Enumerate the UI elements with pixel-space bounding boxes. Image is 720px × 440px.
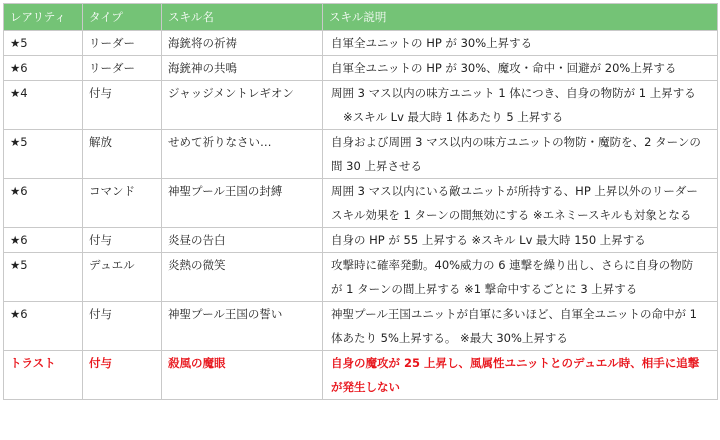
table-row-trust xyxy=(4,351,718,400)
skill-name-cell: 炎昼の告白 xyxy=(162,228,323,253)
description-line: 体あたり 5%上昇する。 ※最大 30%上昇する xyxy=(331,331,568,345)
table-row xyxy=(4,228,718,253)
header-row xyxy=(4,4,718,31)
skill-name-cell: 神聖プール王国の誓い xyxy=(162,302,323,351)
description-line: 間 30 上昇させる xyxy=(331,159,422,173)
table-row xyxy=(4,130,718,179)
rarity-cell: トラスト xyxy=(4,351,83,400)
table-row xyxy=(4,179,718,228)
description-line: 自身の HP が 55 上昇する ※スキル Lv 最大時 150 上昇する xyxy=(331,233,646,247)
header-type: タイプ xyxy=(83,4,162,31)
rarity-cell: ★6 xyxy=(4,228,83,253)
table-row xyxy=(4,56,718,81)
rarity-cell: ★4 xyxy=(4,81,83,130)
type-cell: 付与 xyxy=(83,228,162,253)
description-line: ※スキル Lv 最大時 1 体あたり 5 上昇する xyxy=(343,110,564,124)
rarity-cell: ★5 xyxy=(4,253,83,302)
skill-name-cell: 炎熱の微笑 xyxy=(162,253,323,302)
skill-description-cell xyxy=(323,302,718,351)
rarity-cell: ★6 xyxy=(4,302,83,351)
skill-description-cell xyxy=(323,179,718,228)
description-line: 自軍全ユニットの HP が 30%、魔攻・命中・回避が 20%上昇する xyxy=(331,61,677,75)
description-line: 神聖プール王国ユニットが自軍に多いほど、自軍全ユニットの命中が 1 xyxy=(331,307,697,321)
table-row xyxy=(4,302,718,351)
skill-name-cell: 殺風の魔眼 xyxy=(162,351,323,400)
header-skill-description: スキル説明 xyxy=(323,4,718,31)
description-line: 自身の魔攻が 25 上昇し、風属性ユニットとのデュエル時、相手に追撃 xyxy=(331,356,700,370)
description-line: が 1 ターンの間上昇する ※1 撃命中するごとに 3 上昇する xyxy=(331,282,638,296)
description-line: 自軍全ユニットの HP が 30%上昇する xyxy=(331,36,533,50)
description-line: スキル効果を 1 ターンの間無効にする ※エネミースキルも対象となる xyxy=(331,208,692,222)
type-cell: 付与 xyxy=(83,302,162,351)
skill-name-cell: 海銃神の共鳴 xyxy=(162,56,323,81)
header-skill-name: スキル名 xyxy=(162,4,323,31)
skill-description-cell xyxy=(323,56,718,81)
header-rarity: レアリティ xyxy=(4,4,83,31)
type-cell: 付与 xyxy=(83,351,162,400)
description-line: 周囲 3 マス以内の味方ユニット 1 体につき、自身の物防が 1 上昇する xyxy=(331,86,696,100)
description-line: 周囲 3 マス以内にいる敵ユニットが所持する、HP 上昇以外のリーダー xyxy=(331,184,698,198)
rarity-cell: ★6 xyxy=(4,56,83,81)
description-line: 自身および周囲 3 マス以内の味方ユニットの物防・魔防を、2 ターンの xyxy=(331,135,701,149)
description-line: 攻撃時に確率発動。40%威力の 6 連撃を繰り出し、さらに自身の物防 xyxy=(331,258,694,272)
skill-description-cell xyxy=(323,81,718,130)
rarity-cell: ★5 xyxy=(4,130,83,179)
type-cell: 解放 xyxy=(83,130,162,179)
skill-description-cell xyxy=(323,130,718,179)
skill-description-cell xyxy=(323,253,718,302)
skill-name-cell: せめて祈りなさい… xyxy=(162,130,323,179)
skill-name-cell: 神聖プール王国の封縛 xyxy=(162,179,323,228)
type-cell: リーダー xyxy=(83,56,162,81)
type-cell: リーダー xyxy=(83,31,162,56)
skill-name-cell: 海銃将の祈祷 xyxy=(162,31,323,56)
skill-description-cell xyxy=(323,31,718,56)
description-line: が発生しない xyxy=(331,380,400,394)
skill-name-cell: ジャッジメントレギオン xyxy=(162,81,323,130)
table-row xyxy=(4,81,718,130)
table-row xyxy=(4,253,718,302)
skill-table xyxy=(3,3,718,400)
table-row xyxy=(4,31,718,56)
rarity-cell: ★5 xyxy=(4,31,83,56)
rarity-cell: ★6 xyxy=(4,179,83,228)
type-cell: 付与 xyxy=(83,81,162,130)
skill-description-cell xyxy=(323,351,718,400)
type-cell: コマンド xyxy=(83,179,162,228)
type-cell: デュエル xyxy=(83,253,162,302)
skill-description-cell xyxy=(323,228,718,253)
